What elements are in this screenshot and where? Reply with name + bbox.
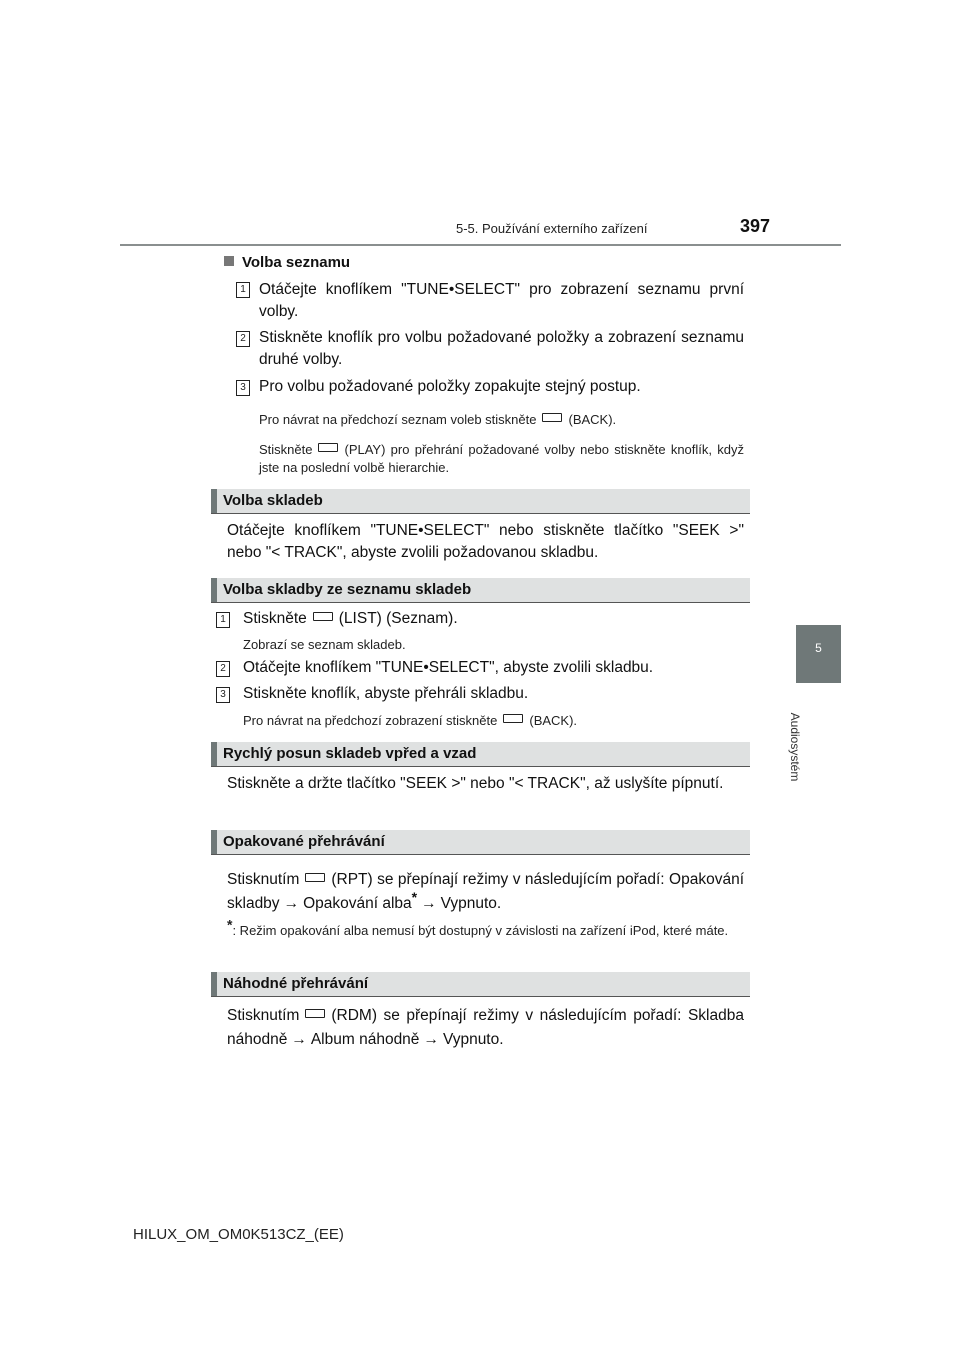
step-text: (LIST) (Seznam). <box>338 610 458 627</box>
chapter-title-text: Audiosystém <box>788 712 802 782</box>
arrow-icon: → <box>423 1031 439 1048</box>
step-text-3: Pro volbu požadované položky zopakujte stejný postup. <box>259 378 641 395</box>
list-step-3: Stiskněte knoflík, abyste přehráli skladbu. <box>243 685 529 702</box>
section-bar-volba-ze-seznamu <box>211 578 750 603</box>
page-number: 397 <box>740 216 771 236</box>
subheading-text: Volba seznamu <box>242 254 351 271</box>
step-text: Stiskněte <box>243 610 307 627</box>
rpt-button-icon <box>305 873 325 882</box>
section-bar-nahodne <box>211 972 750 997</box>
step-number-1: 1 <box>216 612 230 628</box>
text: Vypnuto. <box>440 895 502 912</box>
footnote-text: : Režim opakování alba nemusí být dostupný v závislosti na zařízení iPod, které máte. <box>232 923 729 938</box>
arrow-icon: → <box>283 895 300 912</box>
bar-accent <box>211 578 217 602</box>
asterisk: * <box>411 888 418 905</box>
step-number-3: 3 <box>216 687 230 703</box>
square-bullet-icon <box>224 256 234 266</box>
play-button-icon <box>318 443 338 452</box>
note-text: (BACK). <box>568 412 617 427</box>
note-text: Pro návrat na předchozí zobrazení stiskněte <box>243 713 498 728</box>
header-divider <box>120 244 841 246</box>
footnote-mark: * <box>227 916 233 933</box>
note-text: (PLAY) pro přehrání požadované volby nebo stiskněte knoflík, když jste na poslední volbě hierarchie. <box>259 442 744 475</box>
list-button-icon <box>313 612 333 621</box>
list-note-back <box>243 712 743 730</box>
section-bar-volba-skladeb <box>211 489 750 514</box>
list-step-1-note: Zobrazí se seznam skladeb. <box>243 637 406 652</box>
text: Opakování alba <box>303 895 412 912</box>
text: Album náhodně <box>310 1031 420 1048</box>
list-step-2: Otáčejte knoflíkem "TUNE•SELECT", abyste zvolili skladbu. <box>243 659 654 676</box>
section-title: Náhodné přehrávání <box>223 975 369 992</box>
text: Stisknutím <box>227 871 300 888</box>
chapter-title <box>787 692 803 802</box>
note-text: (BACK). <box>529 713 578 728</box>
note-text: Pro návrat na předchozí seznam voleb stiskněte <box>259 412 537 427</box>
bar-accent <box>211 742 217 766</box>
text: (RDM) se přepínají režimy v následujícím pořadí: Skladba náhodně <box>227 1007 744 1048</box>
header-section-title: 5-5. Používání externího zařízení <box>456 221 648 236</box>
arrow-icon: → <box>291 1031 307 1048</box>
step-text-2: Stiskněte knoflík pro volbu požadované položky a zobrazení seznamu druhé volby. <box>259 329 744 368</box>
text: Vypnuto. <box>442 1031 504 1048</box>
arrow-icon: → <box>421 895 437 912</box>
subheading-volba-seznamu <box>224 254 350 271</box>
list-step-1 <box>243 608 743 630</box>
step-number-1: 1 <box>236 282 250 298</box>
text: (RPT) se přepínají režimy v následujícím pořadí: Opakování skladby <box>227 871 744 912</box>
section-title: Volba skladeb <box>223 492 323 509</box>
step-text-1: Otáčejte knoflíkem "TUNE•SELECT" pro zobrazení seznamu první volby. <box>259 281 744 320</box>
step-number-3: 3 <box>236 380 250 396</box>
section-bar-rychly-posun <box>211 742 750 767</box>
section-bar-opakovane <box>211 830 750 855</box>
opakovane-text <box>227 868 744 916</box>
section-title: Volba skladby ze seznamu skladeb <box>223 581 472 598</box>
back-button-icon <box>542 413 562 422</box>
bar-accent <box>211 489 217 513</box>
nahodne-text <box>227 1004 744 1052</box>
bar-accent <box>211 972 217 996</box>
footnote <box>227 916 744 940</box>
bar-accent <box>211 830 217 854</box>
rychly-posun-text: Stiskněte a držte tlačítko "SEEK >" nebo "< TRACK", až uslyšíte pípnutí. <box>227 775 724 792</box>
section-title: Opakované přehrávání <box>223 833 385 850</box>
note-back <box>259 411 744 429</box>
text: Stisknutím <box>227 1007 300 1024</box>
chapter-number: 5 <box>815 641 822 655</box>
section-title: Rychlý posun skladeb vpřed a vzad <box>223 745 477 762</box>
note-text: Stiskněte <box>259 442 313 457</box>
step-number-2: 2 <box>216 661 230 677</box>
note-play <box>259 441 744 477</box>
step-number-2: 2 <box>236 331 250 347</box>
rdm-button-icon <box>305 1009 325 1018</box>
footer-doc-id: HILUX_OM_OM0K513CZ_(EE) <box>133 1226 344 1243</box>
back-button-icon <box>503 714 523 723</box>
volba-skladeb-text: Otáčejte knoflíkem "TUNE•SELECT" nebo stiskněte tlačítko "SEEK >" nebo "< TRACK", abyste zvolili požadovanou skladbu. <box>227 522 744 561</box>
